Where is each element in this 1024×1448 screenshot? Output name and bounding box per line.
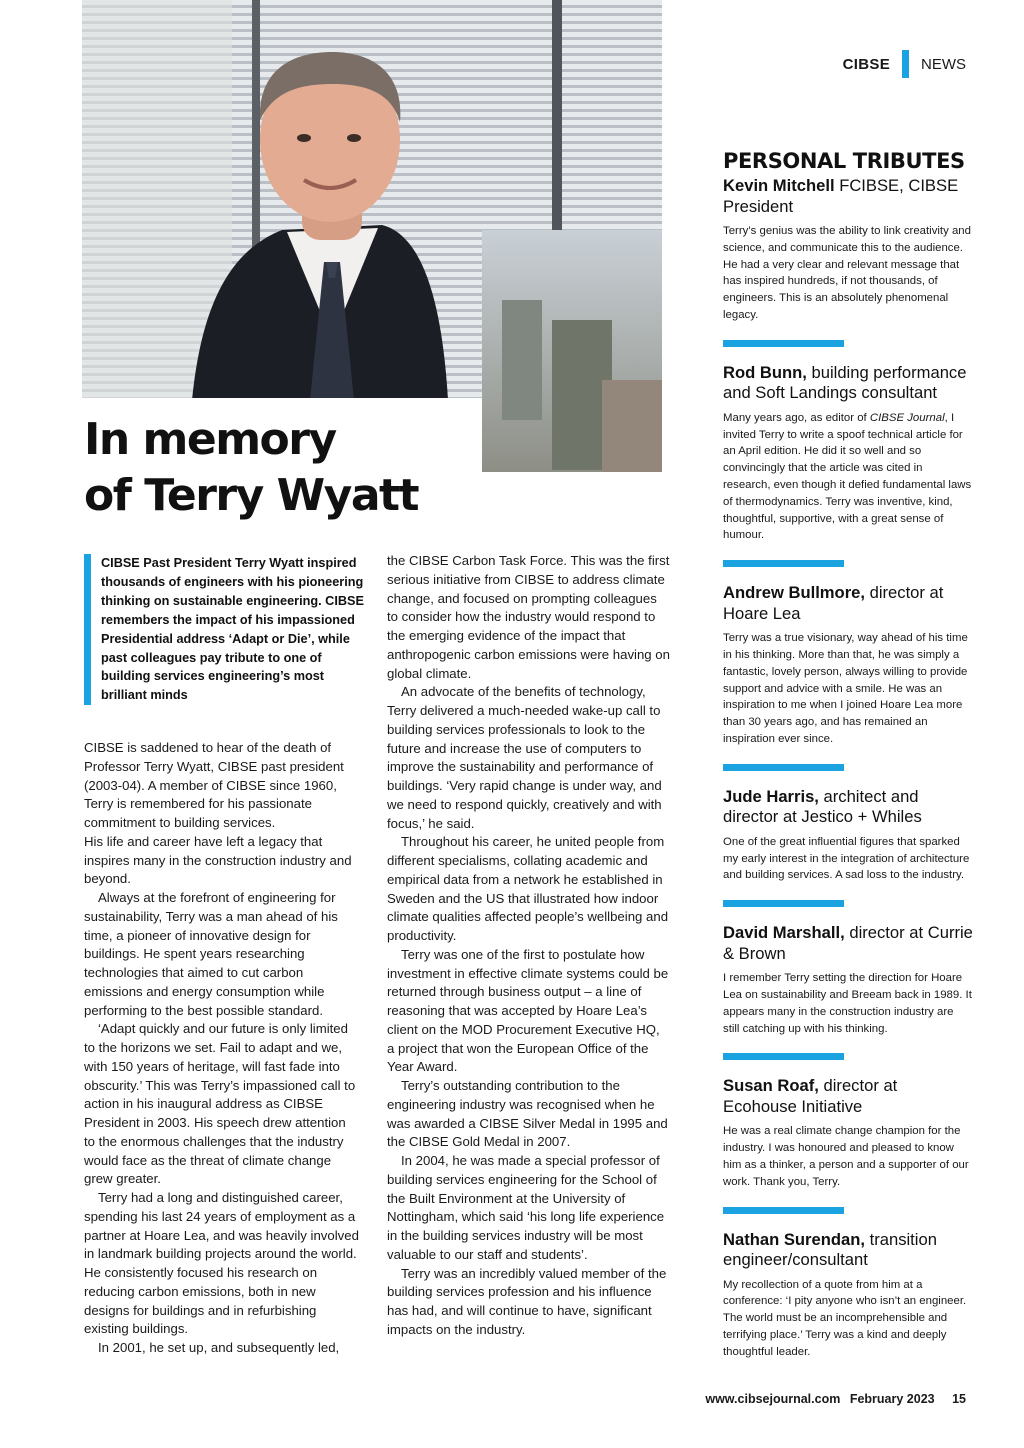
- paragraph: In 2001, he set up, and subsequently led,: [98, 1340, 340, 1355]
- paragraph: In 2004, he was made a special professor of building services engineering for the School of the Built Environment at the University of Nottingham, which said ‘his long life experience in the building services industry will be most valuable to our staff and students’.: [387, 1153, 665, 1262]
- paragraph: Terry was one of the first to postulate how investment in effective climate systems could be returned through business output – a line of reasoning that was accepted by Hoare Lea’s client on the MOD Procurement Executive HQ, a project that won the European Office of the Year Award.: [387, 946, 669, 1075]
- tribute-item: [723, 923, 973, 1037]
- tribute-quote: Terry was a true visionary, way ahead of his time in his thinking. More than that, he was simply a fantastic, lovely person, always willing to provide support and advice with a smile. He was an inspiration to me when I joined Hoare Lea more than 30 years ago, and has remained an inspiration ever since.: [723, 632, 968, 745]
- footer-url[interactable]: www.cibsejournal.com: [705, 1392, 841, 1406]
- section-header: [843, 50, 966, 78]
- tribute-name: Kevin Mitchell: [723, 176, 835, 195]
- tribute-divider: [723, 764, 844, 771]
- tribute-role: building performance and Soft Landings consultant: [723, 362, 967, 403]
- tribute-author: [723, 787, 973, 828]
- tribute-item: [723, 583, 973, 748]
- tribute-author: [723, 1230, 973, 1271]
- tribute-name: Nathan Surendan,: [723, 1229, 865, 1249]
- tribute-author: [723, 176, 973, 217]
- tribute-quote: Terry’s genius was the ability to link creativity and science, and communicate this to the audience. He had a very clear and relevant message that has inspired hundreds, if not thousands, of engineers. This is an absolutely phenomenal legacy.: [723, 225, 971, 321]
- tribute-quote: He was a real climate change champion for the industry. I was honoured and pleased to know him as a thinker, a person and a supporter of our work. Thank you, Terry.: [723, 1125, 969, 1188]
- title-line-2: of Terry Wyatt: [84, 470, 419, 521]
- tribute-item: [723, 787, 973, 884]
- tribute-divider: [723, 560, 844, 567]
- tribute-divider: [723, 1053, 844, 1060]
- tribute-item: [723, 176, 973, 324]
- header-accent-bar: [902, 50, 909, 78]
- paragraph: Terry had a long and distinguished career, spending his last 24 years of employment as a partner at Hoare Lea, and was heavily involved in landmark building projects around the world. He consistently focused his research on reducing carbon emissions, both in new designs for buildings and in refurbishing existing buildings.: [84, 1190, 359, 1337]
- tribute-name: Jude Harris,: [723, 786, 819, 806]
- paragraph: Always at the forefront of engineering for sustainability, Terry was a man ahead of his time, a pioneer of innovative design for buildings. He spent years researching technologies that aimed to cut carbon emissions and energy consumption while performing to the best possible standard.: [84, 890, 338, 1018]
- tributes-heading: PERSONAL TRIBUTES: [723, 149, 965, 173]
- paragraph: the CIBSE Carbon Task Force. This was the first serious initiative from CIBSE to address climate change, and focused on prompting colleagues to consider how the industry would respond to the emerging evidence of the impact that anthropogenic carbon emissions were having on global climate.: [387, 553, 670, 681]
- article-title: [84, 412, 474, 524]
- tribute-divider: [723, 900, 844, 907]
- tribute-quote: I remember Terry setting the direction for Hoare Lea on sustainability and Breeam back in 1989. It appears many in the construction industry are still catching up with his thinking.: [723, 972, 972, 1035]
- tribute-quote: One of the great influential figures that sparked my early interest in the integration of architecture and building services. A sad loss to the industry.: [723, 835, 970, 882]
- tribute-name: Susan Roaf,: [723, 1076, 819, 1096]
- tribute-author: [723, 923, 973, 964]
- tribute-item: [723, 363, 973, 544]
- tribute-quote: My recollection of a quote from him at a conference: ‘I pity anyone who isn’t an engineer. The world must be an incomprehensible and terrifying place.’ Terry was a kind and deeply thoughtful leader.: [723, 1278, 967, 1358]
- tribute-name: Andrew Bullmore,: [723, 583, 865, 603]
- tribute-author: [723, 583, 973, 624]
- tribute-item: [723, 1076, 973, 1190]
- page-footer: [699, 1392, 966, 1406]
- paragraph: CIBSE is saddened to hear of the death of Professor Terry Wyatt, CIBSE past president (2003-04). A member of CIBSE since 1960, Terry is remembered for his passionate commitment to building services.: [84, 740, 344, 830]
- paragraph: His life and career have left a legacy that inspires many in the construction industry and beyond.: [84, 833, 352, 887]
- paragraph: Throughout his career, he united people from different specialisms, collating academic and empirical data from a network he established in Sweden and the US that illustrated how indoor climate qualities affected people’s wellbeing and productivity.: [387, 834, 669, 943]
- tribute-role: director at Currie & Brown: [723, 923, 973, 963]
- paragraph: An advocate of the benefits of technology, Terry delivered a much-needed wake-up call to building services professionals to look to the future and increase the use of computers to improve the sustainability and performance of buildings. ‘Very rapid change is under way, and we need to respond quickly, creatively and with focus,’ he said.: [387, 684, 662, 831]
- page-number: 15: [952, 1392, 966, 1406]
- tribute-role: transition engineer/consultant: [723, 1229, 937, 1269]
- tribute-role: architect and director at Jestico + Whiles: [723, 786, 922, 827]
- tribute-role: director at Ecohouse Initiative: [723, 1076, 898, 1116]
- tributes-sidebar: [723, 146, 973, 1360]
- paragraph: Terry was an incredibly valued member of the building services profession and his influence has had, and will continue to have, significant impacts on the industry.: [387, 1265, 667, 1337]
- section-label: NEWS: [921, 55, 966, 73]
- body-column-1: [84, 739, 359, 1358]
- journal-name: CIBSE Journal: [869, 411, 945, 424]
- tribute-name: David Marshall,: [723, 923, 845, 943]
- brand-label: CIBSE: [842, 55, 890, 73]
- tribute-role: FCIBSE, CIBSE President: [723, 176, 959, 216]
- tribute-role: director at Hoare Lea: [723, 583, 944, 623]
- paragraph: ‘Adapt quickly and our future is only limited to the horizons we set. Fail to adapt and we, with 150 years of heritage, will fast fade into obscurity.’ This was Terry’s impassioned call to action in his inaugural address as CIBSE President in 2003. His speech drew attention to the enormous challenges that the industry would face as the threat of climate change grew greater.: [84, 1021, 356, 1187]
- footer-date: February 2023: [849, 1392, 935, 1406]
- tribute-divider: [723, 340, 844, 347]
- tribute-author: [723, 363, 973, 404]
- tribute-divider: [723, 1207, 844, 1214]
- tribute-name: Rod Bunn,: [723, 362, 807, 382]
- quote-text: , I invited Terry to write a spoof technical article for an April edition. He did it so well and so convincingly that the article was cited in research, even though it defied fundamental laws of thermodynamics. Terry was inventive, kind, thoughtful, supportive, with a great sense of humour.: [723, 411, 972, 542]
- article-intro: CIBSE Past President Terry Wyatt inspired thousands of engineers with his pioneering thinking on sustainable engineering. CIBSE remembers the impact of his impassioned Presidential address ‘Adapt or Die’, while past colleagues pay tribute to one of building services engineering’s most brilliant minds: [84, 554, 367, 705]
- tribute-item: [723, 1230, 973, 1361]
- tribute-author: [723, 1076, 973, 1117]
- paragraph: Terry’s outstanding contribution to the engineering industry was recognised when he was awarded a CIBSE Silver Medal in 1995 and the CIBSE Gold Medal in 2007.: [387, 1078, 668, 1150]
- body-column-2: [387, 552, 670, 1340]
- title-line-1: In memory: [84, 414, 336, 465]
- tribute-quote: [723, 410, 973, 544]
- quote-text: Many years ago, as editor of: [723, 411, 870, 424]
